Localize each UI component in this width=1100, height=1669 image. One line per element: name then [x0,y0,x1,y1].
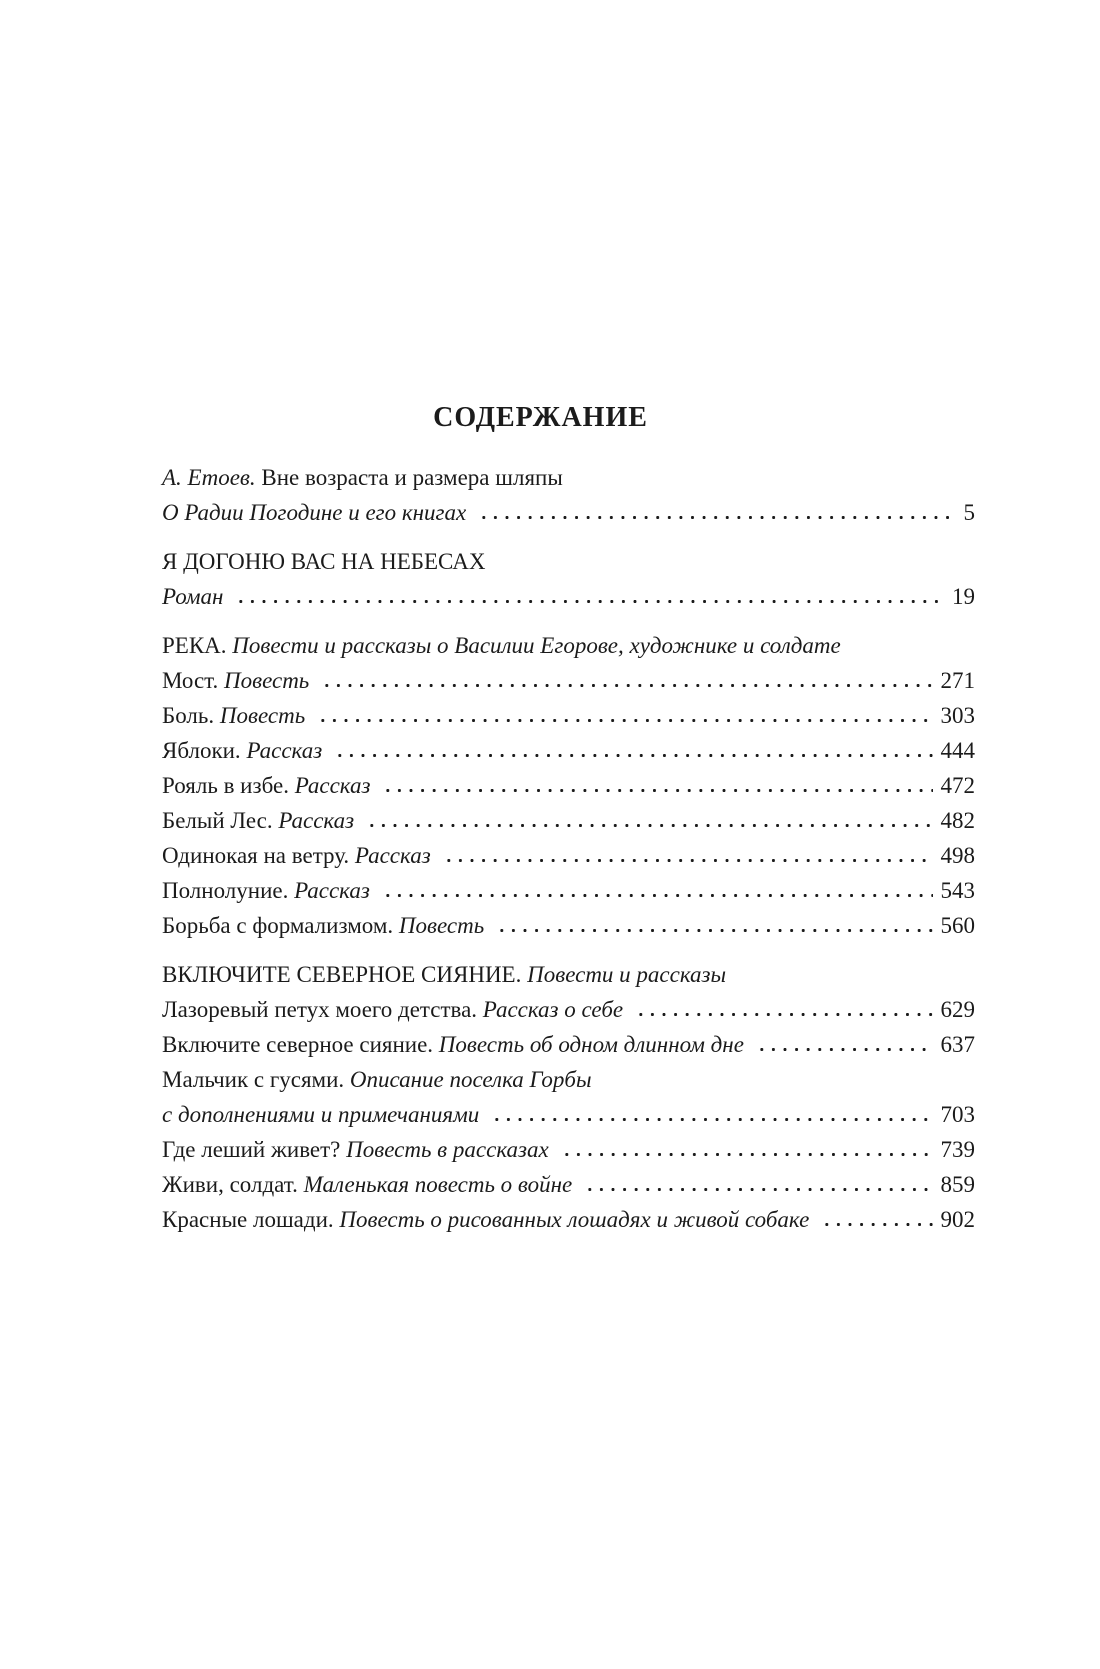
toc-heading [162,957,975,992]
entry-text-segment: Борьба с формализмом. [162,913,394,938]
dot-leader [559,1132,933,1167]
entry-text-segment: Повесть о рисованных лошадях и живой собаке [333,1207,810,1232]
toc-entry [162,992,975,1027]
page-number: 482 [940,808,975,833]
entry-text-segment: Включите северное сияние. [162,1032,434,1057]
entry-text-segment: Красные лошади. [162,1207,334,1232]
entry-text [162,1062,592,1097]
page-number: 629 [940,997,975,1022]
entry-text-segment: Яблоки. [162,738,241,763]
entry-text [162,663,309,698]
entry-text-segment: Рассказ [288,773,371,798]
entry-text-segment: Повесть [393,913,485,938]
entry-text-segment: О Радии Погодине и его книгах [162,500,467,525]
page-number: 859 [940,1172,975,1197]
toc-entry [162,1097,975,1132]
page-number: 637 [940,1032,975,1057]
entry-text-segment: Повести и рассказы о Василии Егорове, художнике и солдате [226,633,841,658]
entry-text [162,495,466,530]
entry-text-segment: Где леший живет? [162,1137,341,1162]
toc-entry [162,698,975,733]
entry-text [162,698,305,733]
dot-leader [364,803,932,838]
toc-entry [162,873,975,908]
page-number: 498 [940,843,975,868]
entry-text-segment: Рояль в избе. [162,773,289,798]
entry-text [162,628,841,663]
dot-leader [476,495,955,530]
toc-entry [162,495,975,530]
dot-leader [315,698,932,733]
toc-entry [162,908,975,943]
entry-text-segment: Одинокая на ветру. [162,843,350,868]
entry-text-segment: Рассказ [240,738,323,763]
entry-text [162,1097,479,1132]
entry-text [162,544,485,579]
dot-leader [819,1202,932,1237]
toc-entry [162,838,975,873]
page-number: 444 [940,738,975,763]
entry-text [162,1167,572,1202]
entry-text-segment: А. Етоев. [162,465,256,490]
entry-text [162,992,623,1027]
page-number: 739 [940,1137,975,1162]
entry-text-segment: Повести и рассказы [521,962,727,987]
dot-leader [332,733,932,768]
entry-text-segment: Роман [162,584,224,609]
page-number: 19 [952,584,975,609]
entry-text-segment: с дополнениями и примечаниями [162,1102,480,1127]
entry-text-segment: Повесть [214,703,306,728]
toc-heading [162,460,975,495]
entry-text [162,1202,809,1237]
page-number: 560 [940,913,975,938]
page-number: 472 [940,773,975,798]
dot-leader [319,663,932,698]
entry-text [162,803,354,838]
dot-leader [754,1027,933,1062]
page-title: СОДЕРЖАНИЕ [433,402,648,433]
entry-text-segment: Боль. [162,703,215,728]
toc-entry [162,1132,975,1167]
entry-text [162,873,370,908]
entry-text-segment: Рассказ о себе [477,997,624,1022]
entry-text [162,908,484,943]
entry-text [162,957,726,992]
entry-text-segment: Рассказ [288,878,370,903]
toc-entry [162,663,975,698]
entry-text-segment: Живи, солдат. [162,1172,298,1197]
dot-leader [633,992,932,1027]
entry-text [162,768,370,803]
entry-text [162,460,563,495]
entry-text-segment: Полнолуние. [162,878,289,903]
page-number: 703 [940,1102,975,1127]
dot-leader [489,1097,932,1132]
toc-entry [162,803,975,838]
entry-text [162,579,223,614]
toc-entry [162,1167,975,1202]
entry-text-segment: Рассказ [349,843,431,868]
entry-text-segment: Лазоревый петух моего детства. [162,997,478,1022]
entry-text-segment: Повесть [218,668,310,693]
entry-text [162,1132,549,1167]
dot-leader [233,579,944,614]
dot-leader [380,768,932,803]
entry-text-segment: Я ДОГОНЮ ВАС НА НЕБЕСАХ [162,549,486,574]
page-number: 902 [940,1207,975,1232]
toc-heading [162,1062,975,1097]
entry-text-segment: ВКЛЮЧИТЕ СЕВЕРНОЕ СИЯНИЕ. [162,962,522,987]
page-number: 5 [963,500,975,525]
toc-entry [162,1027,975,1062]
dot-leader [441,838,933,873]
dot-leader [494,908,932,943]
entry-text-segment: Повесть в рассказах [340,1137,549,1162]
toc-entry [162,768,975,803]
entry-text-segment: Маленькая повесть о войне [297,1172,573,1197]
page-number: 303 [940,703,975,728]
entry-text [162,838,431,873]
toc-entry [162,1202,975,1237]
page-number: 271 [940,668,975,693]
entry-text-segment: Описание поселка Горбы [344,1067,592,1092]
entry-text-segment: Рассказ [272,808,355,833]
dot-leader [582,1167,932,1202]
entry-text-segment: Повесть об одном длинном дне [433,1032,744,1057]
dot-leader [380,873,933,908]
entry-text [162,733,322,768]
toc-heading [162,628,975,663]
toc-entry [162,579,975,614]
entry-text-segment: РЕКА. [162,633,227,658]
entry-text-segment: Белый Лес. [162,808,273,833]
toc-list [162,460,975,1237]
entry-text-segment: Мальчик с гусями. [162,1067,345,1092]
page-number: 543 [940,878,975,903]
entry-text [162,1027,744,1062]
toc-content [162,404,975,1237]
entry-text-segment: Мост. [162,668,219,693]
toc-entry [162,733,975,768]
entry-text-segment: Вне возраста и размера шляпы [255,465,563,490]
toc-heading [162,544,975,579]
